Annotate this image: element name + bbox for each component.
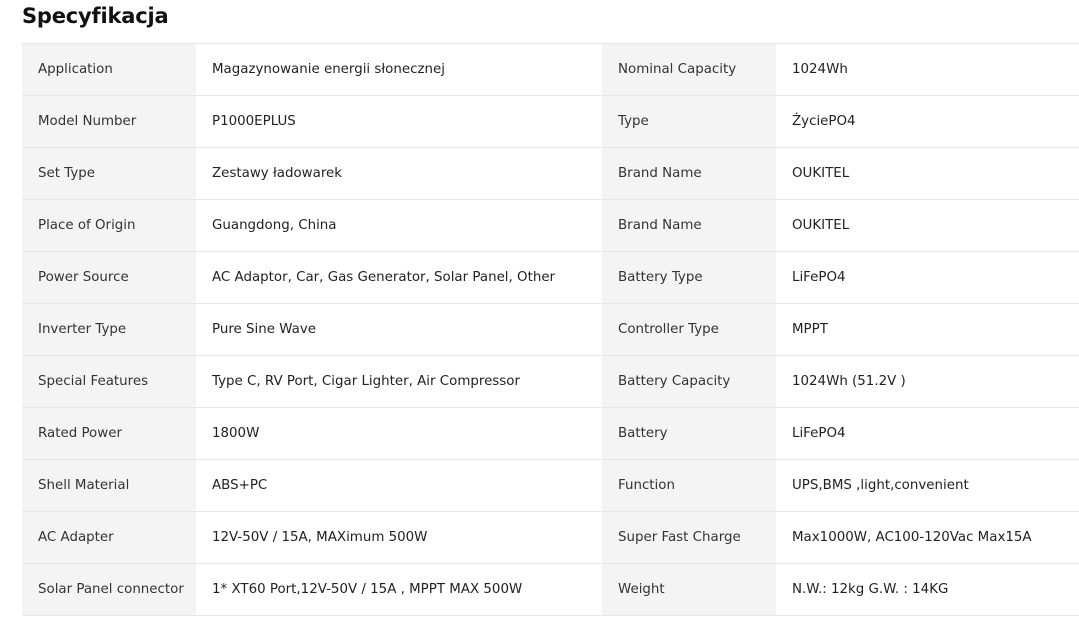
spec-label: AC Adapter xyxy=(22,512,196,564)
spec-label: Brand Name xyxy=(602,148,776,200)
spec-label: Rated Power xyxy=(22,408,196,460)
spec-label: Controller Type xyxy=(602,304,776,356)
spec-label: Inverter Type xyxy=(22,304,196,356)
spec-value: LiFePO4 xyxy=(776,252,1079,304)
spec-label: Type xyxy=(602,96,776,148)
table-row xyxy=(22,148,1079,200)
spec-label: Super Fast Charge xyxy=(602,512,776,564)
table-row xyxy=(22,200,1079,252)
spec-value: ABS+PC xyxy=(196,460,602,512)
spec-label: Battery Type xyxy=(602,252,776,304)
table-row xyxy=(22,512,1079,564)
spec-label: Solar Panel connector xyxy=(22,564,196,616)
spec-label: Nominal Capacity xyxy=(602,44,776,96)
spec-value: 1800W xyxy=(196,408,602,460)
table-row xyxy=(22,304,1079,356)
spec-label: Brand Name xyxy=(602,200,776,252)
spec-value: N.W.: 12kg G.W. : 14KG xyxy=(776,564,1079,616)
spec-value: 1* XT60 Port,12V-50V / 15A , MPPT MAX 500W xyxy=(196,564,602,616)
spec-value: OUKITEL xyxy=(776,200,1079,252)
spec-label: Power Source xyxy=(22,252,196,304)
spec-label: Special Features xyxy=(22,356,196,408)
spec-value: 12V-50V / 15A, MAXimum 500W xyxy=(196,512,602,564)
spec-label: Function xyxy=(602,460,776,512)
spec-label: Place of Origin xyxy=(22,200,196,252)
spec-value: ŻyciePO4 xyxy=(776,96,1079,148)
spec-value: Guangdong, China xyxy=(196,200,602,252)
spec-value: Max1000W, AC100-120Vac Max15A xyxy=(776,512,1079,564)
spec-value: 1024Wh (51.2V ) xyxy=(776,356,1079,408)
spec-value: Type C, RV Port, Cigar Lighter, Air Compressor xyxy=(196,356,602,408)
spec-label: Model Number xyxy=(22,96,196,148)
spec-value: UPS,BMS ,light,convenient xyxy=(776,460,1079,512)
spec-label: Battery Capacity xyxy=(602,356,776,408)
spec-label: Set Type xyxy=(22,148,196,200)
spec-label: Shell Material xyxy=(22,460,196,512)
table-row xyxy=(22,564,1079,616)
table-row xyxy=(22,252,1079,304)
table-row xyxy=(22,408,1079,460)
table-row xyxy=(22,356,1079,408)
spec-value: Magazynowanie energii słonecznej xyxy=(196,44,602,96)
spec-label: Battery xyxy=(602,408,776,460)
spec-label: Weight xyxy=(602,564,776,616)
page-title: Specyfikacja xyxy=(22,4,169,28)
spec-value: AC Adaptor, Car, Gas Generator, Solar Panel, Other xyxy=(196,252,602,304)
spec-label: Application xyxy=(22,44,196,96)
table-row xyxy=(22,460,1079,512)
spec-value: 1024Wh xyxy=(776,44,1079,96)
specification-table-body xyxy=(22,44,1079,616)
spec-value: LiFePO4 xyxy=(776,408,1079,460)
spec-value: Pure Sine Wave xyxy=(196,304,602,356)
table-row xyxy=(22,96,1079,148)
specification-table xyxy=(22,43,1079,616)
table-row xyxy=(22,44,1079,96)
spec-value: OUKITEL xyxy=(776,148,1079,200)
spec-value: P1000EPLUS xyxy=(196,96,602,148)
spec-value: MPPT xyxy=(776,304,1079,356)
spec-value: Zestawy ładowarek xyxy=(196,148,602,200)
